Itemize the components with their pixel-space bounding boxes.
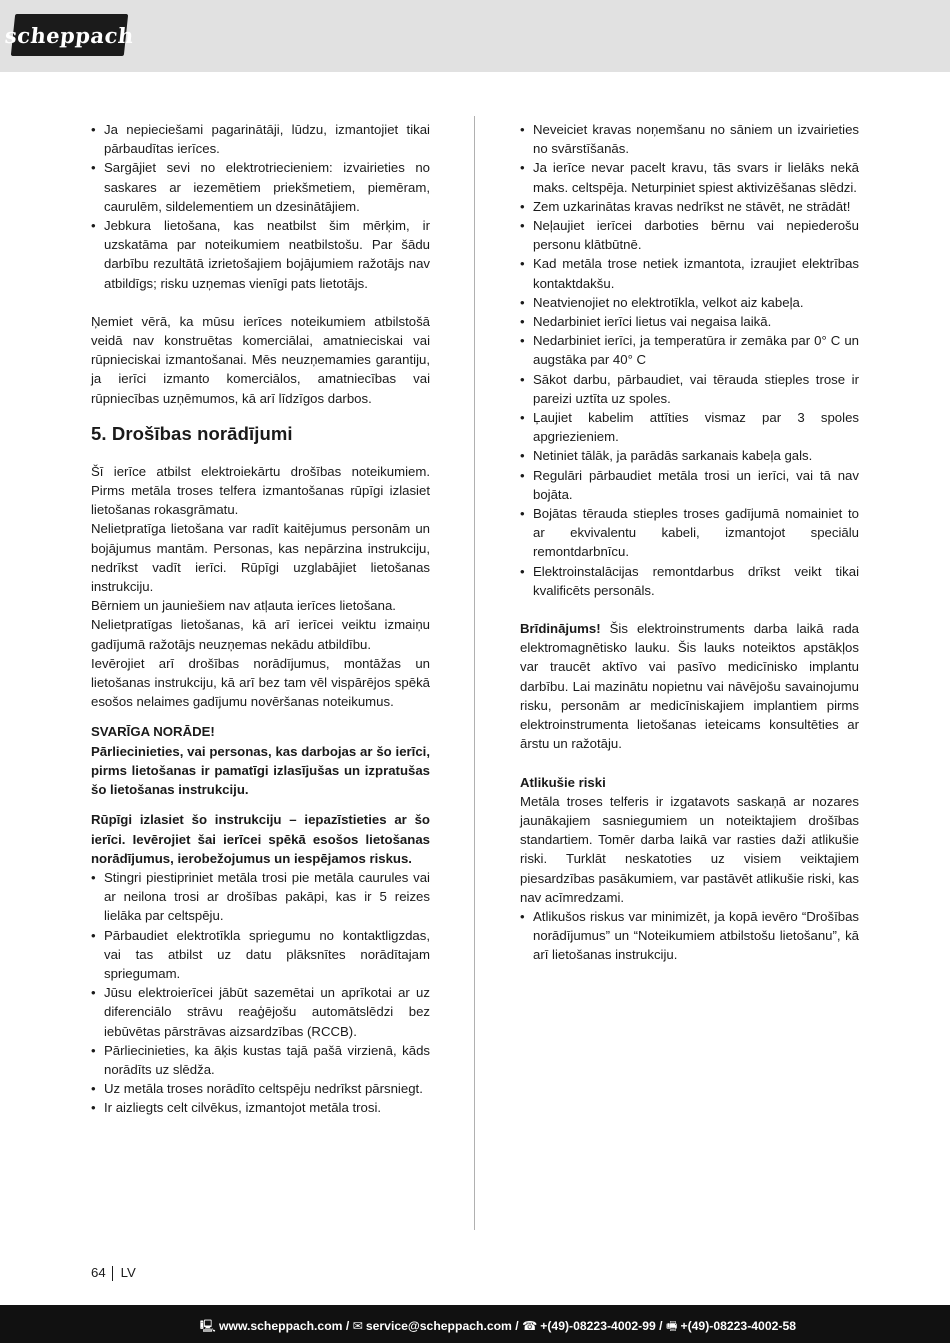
residual-risks-text: Metāla troses telferis ir izgatavots saskaņā ar nozares jaunākajiem sasniegumiem un noteiktajiem drošības standartiem. Tomēr darba laikā var rasties daži atlikušie riski. Turklāt neskatoties uz visiem veiktajiem piesardzības pasākumiem, var pastāvēt atlikušie riski, kas nav acīmredzami. xyxy=(520,793,859,905)
email-link[interactable]: service@scheppach.com / xyxy=(365,1319,519,1333)
section-paragraph: Ievērojiet arī drošības norādījumus, montāžas un lietošanas instrukciju, kā arī bez tam vēl vispārējos spēkā esošos nelaimes gadījumu novēršanas noteikumus. xyxy=(91,655,430,710)
section-paragraph: Šī ierīce atbilst elektroiekārtu drošības noteikumiem. Pirms metāla troses telfera izmantošanas rūpīgi izlasiet lietošanas rokasgrāmatu. xyxy=(91,463,430,518)
envelope-icon: ✉ xyxy=(352,1319,363,1333)
section-paragraph: Bērniem un jauniešiem nav atļauta ierīces lietošana. xyxy=(91,598,396,614)
monitor-icon: 🖳 xyxy=(199,1319,216,1333)
header-band xyxy=(0,0,950,72)
list-item: • Netiniet tālāk, ja parādās sarkanais kabeļa gals. xyxy=(520,446,859,465)
important-text: Pārliecinieties, vai personas, kas darbojas ar šo ierīci, pirms lietošanas ir pamatīgi izlasījušas un izpratušas šo lietošanas instrukciju. xyxy=(91,743,430,798)
list-item: • Ja ierīce nevar pacelt kravu, tās svars ir lielāks nekā maks. celtspēja. Neturpiniet spiest aktivizēšanas slēdzi. xyxy=(520,158,859,196)
list-item: • Atlikušos riskus var minimizēt, ja kopā ievēro “Drošības norādījumus” un “Noteikumiem atbilstošu lietošanu”, kā arī lietošanas instrukciju. xyxy=(520,907,859,965)
list-item: • Zem uzkarinātas kravas nedrīkst ne stāvēt, ne strādāt! xyxy=(520,197,859,216)
residual-bullet-list xyxy=(520,907,859,965)
telephone-icon: ☎ xyxy=(522,1319,538,1333)
left-column xyxy=(91,120,430,1118)
list-item: • Ļaujiet kabelim attīties vismaz par 3 spoles apgriezieniem. xyxy=(520,408,859,446)
list-item: • Bojātas tērauda stieples troses gadījumā nomainiet to ar ekvivalentu kabeli, izmantojot speciālu remontdarbnīcu. xyxy=(520,504,859,562)
website-link[interactable]: www.scheppach.com / xyxy=(219,1319,350,1333)
page-number: 64 xyxy=(91,1265,106,1280)
language-code: LV xyxy=(120,1265,136,1280)
list-item: • Nedarbiniet ierīci lietus vai negaisa laikā. xyxy=(520,312,859,331)
list-item: • Ja nepieciešami pagarinātāji, lūdzu, izmantojiet tikai pārbaudītas ierīces. xyxy=(91,120,430,158)
page-number-divider xyxy=(112,1266,113,1281)
right-column xyxy=(520,120,859,965)
list-item: • Neļaujiet ierīcei darboties bērnu vai nepiederošu personu klātbūtnē. xyxy=(520,216,859,254)
warning-paragraph xyxy=(520,619,859,753)
column-divider xyxy=(474,116,475,1230)
list-item: • Jūsu elektroierīcei jābūt sazemētai un aprīkotai ar uz diferenciālo strāvu reaģējošu automātslēdzi bez iebūvētas pārstrāvas aizsardzības (RCCB). xyxy=(91,983,430,1041)
list-item: • Uz metāla troses norādīto celtspēju nedrīkst pārsniegt. xyxy=(91,1079,430,1098)
list-item: • Nedarbiniet ierīci, ja temperatūra ir zemāka par 0° C un augstāka par 40° C xyxy=(520,331,859,369)
list-item: • Ir aizliegts celt cilvēkus, izmantojot metāla trosi. xyxy=(91,1098,430,1117)
list-item: • Pārbaudiet elektrotīkla spriegumu no kontaktligzdas, vai tas atbilst uz datu plāksnītes norādītajam spriegumam. xyxy=(91,926,430,984)
important-title: SVARĪGA NORĀDE! xyxy=(91,724,215,740)
safety-bullet-list xyxy=(91,868,430,1118)
list-item: • Sākot darbu, pārbaudiet, vai tērauda stieples trose ir pareizi uztīta uz spoles. xyxy=(520,370,859,408)
warning-label: Brīdinājums! xyxy=(520,621,601,637)
careful-reading-text: Rūpīgi izlasiet šo instrukciju – iepazīstieties ar šo ierīci. Ievērojiet šai ierīcei spēkā esošos lietošanas norādījumus, ierobežojumus un iespējamos riskus. xyxy=(91,812,430,866)
list-item: • Pārliecinieties, ka āķis kustas tajā pašā virzienā, kāds norādīts uz slēdža. xyxy=(91,1041,430,1079)
phone-number: +(49)-08223-4002-99 / xyxy=(540,1319,663,1333)
list-item: • Kad metāla trose netiek izmantota, izraujiet elektrības kontaktdakšu. xyxy=(520,254,859,292)
warning-text: Šis elektroinstruments darba laikā rada elektromagnētisko lauku. Šis lauks noteiktos apstākļos var traucēt aktīvo vai pasīvo medicīnisko implantu darbību. Lai mazinātu nopietnu vai nāvējošu savainojumu risku, personām ar medicīniskajiem implantiem pirms elektroinstrumenta lietošanas ieteicams konsultēties ar ārstu un ražotāju. xyxy=(520,621,859,752)
list-item: • Elektroinstalācijas remontdarbus drīkst veikt tikai kvalificēts personāls. xyxy=(520,562,859,600)
scheppach-logo: scheppach xyxy=(11,14,128,56)
section-paragraph: Nelietpratīgas lietošanas, kā arī ierīcei veiktu izmaiņu gadījumā ražotājs neuzņemas nekādu atbildību. xyxy=(91,617,430,652)
section-heading: 5. Drošības norādījumi xyxy=(91,422,293,444)
usage-note-paragraph: Ņemiet vērā, ka mūsu ierīces noteikumiem atbilstošā veidā nav konstruētas komerciālai, amatnieciskai vai rūpnieciskai izmantošanai. Mēs neuzņemamies garantiju, ja ierīci izmanto komerciālos, amatniecības vai rūpniecības uzņēmumos, kā arī līdzīgos darbos. xyxy=(91,313,430,406)
operation-bullet-list xyxy=(520,120,859,600)
fax-number: +(49)-08223-4002-58 xyxy=(680,1319,796,1333)
list-item: • Stingri piestipriniet metāla trosi pie metāla caurules vai ar neilona trosi ar drošības pakāpi, kas ir 5 reizes lielāka par celtspēju. xyxy=(91,868,430,926)
list-item: • Neatvienojiet no elektrotīkla, velkot aiz kabeļa. xyxy=(520,293,859,312)
list-item: • Regulāri pārbaudiet metāla trosi un ierīci, vai tā nav bojāta. xyxy=(520,466,859,504)
contact-line xyxy=(200,1317,796,1338)
list-item: • Jebkura lietošana, kas neatbilst šim mērķim, ir uzskatāma par noteikumiem neatbilstošu. Par šādu darbību rezultātā izrietošajiem bojājumiem ražotājs nav atbildīgs; risku uzņemas vienīgi pats lietotājs. xyxy=(91,216,430,293)
list-item: • Neveiciet kravas noņemšanu no sāniem un izvairieties no svārstīšanās. xyxy=(520,120,859,158)
section-paragraph: Nelietpratīga lietošana var radīt kaitējumus personām un bojājumus mantām. Personas, kas nepārzina instrukciju, nedrīkst vadīt ierīci. Rūpīgi uzglabājiet lietošanas instrukciju. xyxy=(91,521,430,595)
list-item: • Sargājiet sevi no elektrotriecieniem: izvairieties no saskares ar iezemētiem priekšmetiem, piemēram, caurulēm, sildelementiem un dzesinātājiem. xyxy=(91,158,430,216)
fax-icon: 🖷 xyxy=(665,1319,678,1333)
residual-risks-title: Atlikušie riski xyxy=(520,774,606,790)
intro-bullet-list xyxy=(91,120,430,293)
page-number-area xyxy=(91,1265,136,1281)
